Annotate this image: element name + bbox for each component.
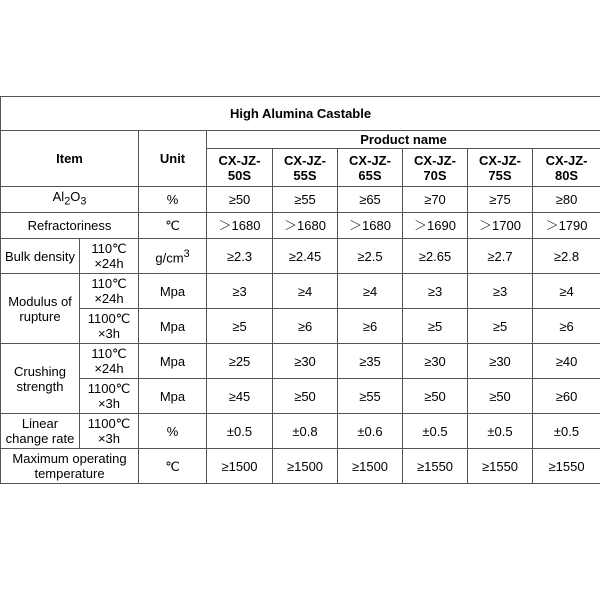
- value-cell: ＞1790: [533, 213, 600, 239]
- title-row: [1, 97, 600, 131]
- value-cell: ≥2.7: [468, 239, 533, 274]
- value-cell: ≥1500: [338, 449, 403, 484]
- param-label: Maximum operating temperature: [1, 449, 139, 484]
- product-name-header: Product name: [207, 131, 600, 149]
- condition-cell: 1100℃ ×3h: [80, 309, 139, 344]
- row-ccs-1100: [1, 379, 600, 414]
- product-code: CX-JZ- 75S: [468, 149, 533, 187]
- value-cell: ≥55: [338, 379, 403, 414]
- value-cell: ≥50: [403, 379, 468, 414]
- value-cell: ≥40: [533, 344, 600, 379]
- value-cell: ≥3: [207, 274, 273, 309]
- row-max-temp: [1, 449, 600, 484]
- value-cell: ±0.5: [533, 414, 600, 449]
- value-cell: ≥5: [403, 309, 468, 344]
- value-cell: ≥30: [273, 344, 338, 379]
- value-cell: ＞1680: [207, 213, 273, 239]
- value-cell: ≥50: [207, 187, 273, 213]
- value-cell: ≥30: [468, 344, 533, 379]
- value-cell: ＞1690: [403, 213, 468, 239]
- value-cell: ≥6: [273, 309, 338, 344]
- value-cell: ≥6: [533, 309, 600, 344]
- value-cell: ≥5: [207, 309, 273, 344]
- value-cell: ≥1500: [207, 449, 273, 484]
- value-cell: ≥45: [207, 379, 273, 414]
- unit-cell: Mpa: [139, 344, 207, 379]
- product-code: CX-JZ- 70S: [403, 149, 468, 187]
- condition-cell: 1100℃ ×3h: [80, 379, 139, 414]
- value-cell: ≥1550: [533, 449, 600, 484]
- value-cell: ≥4: [533, 274, 600, 309]
- param-label: $Al_2O_3$: [1, 187, 139, 213]
- spec-table: [0, 96, 600, 484]
- value-cell: ≥4: [273, 274, 338, 309]
- value-cell: ±0.5: [207, 414, 273, 449]
- value-cell: ≥25: [207, 344, 273, 379]
- value-cell: ≥2.65: [403, 239, 468, 274]
- unit-cell: ℃: [139, 449, 207, 484]
- value-cell: ≥70: [403, 187, 468, 213]
- condition-cell: 110℃ ×24h: [80, 344, 139, 379]
- value-cell: ±0.8: [273, 414, 338, 449]
- value-cell: ＞1700: [468, 213, 533, 239]
- row-al2o3: [1, 187, 600, 213]
- value-cell: ≥35: [338, 344, 403, 379]
- unit-cell: Mpa: [139, 309, 207, 344]
- header-row: [1, 131, 600, 149]
- row-ccs-110: [1, 344, 600, 379]
- param-label: Crushing strength: [1, 344, 80, 414]
- product-code: CX-JZ- 55S: [273, 149, 338, 187]
- param-label: Modulus of rupture: [1, 274, 80, 344]
- product-code: CX-JZ- 65S: [338, 149, 403, 187]
- value-cell: ≥75: [468, 187, 533, 213]
- unit-cell: Mpa: [139, 274, 207, 309]
- value-cell: ≥1550: [403, 449, 468, 484]
- value-cell: ±0.6: [338, 414, 403, 449]
- value-cell: ＞1680: [273, 213, 338, 239]
- unit-header: Unit: [139, 131, 207, 187]
- value-cell: ≥3: [403, 274, 468, 309]
- value-cell: ±0.5: [468, 414, 533, 449]
- value-cell: ≥2.3: [207, 239, 273, 274]
- value-cell: ≥3: [468, 274, 533, 309]
- value-cell: ≥1550: [468, 449, 533, 484]
- value-cell: ≥5: [468, 309, 533, 344]
- value-cell: ≥6: [338, 309, 403, 344]
- row-refractoriness: [1, 213, 600, 239]
- unit-cell: ℃: [139, 213, 207, 239]
- value-cell: ≥4: [338, 274, 403, 309]
- unit-cell: %: [139, 414, 207, 449]
- row-mor-1100: [1, 309, 600, 344]
- value-cell: ≥2.45: [273, 239, 338, 274]
- row-bulk-density: [1, 239, 600, 274]
- param-label: Linear change rate: [1, 414, 80, 449]
- unit-cell: %: [139, 187, 207, 213]
- value-cell: ≥60: [533, 379, 600, 414]
- value-cell: ≥50: [273, 379, 338, 414]
- value-cell: ≥55: [273, 187, 338, 213]
- value-cell: ≥2.8: [533, 239, 600, 274]
- unit-cell: $g/cm^3$: [139, 239, 207, 274]
- value-cell: ＞1680: [338, 213, 403, 239]
- condition-cell: 110℃ ×24h: [80, 239, 139, 274]
- value-cell: ≥65: [338, 187, 403, 213]
- value-cell: ≥50: [468, 379, 533, 414]
- param-label: Refractoriness: [1, 213, 139, 239]
- row-linear-change: [1, 414, 600, 449]
- table-title: High Alumina Castable: [1, 97, 600, 131]
- value-cell: ≥2.5: [338, 239, 403, 274]
- value-cell: ±0.5: [403, 414, 468, 449]
- value-cell: ≥30: [403, 344, 468, 379]
- value-cell: ≥1500: [273, 449, 338, 484]
- row-mor-110: [1, 274, 600, 309]
- condition-cell: 1100℃ ×3h: [80, 414, 139, 449]
- product-code: CX-JZ- 50S: [207, 149, 273, 187]
- unit-cell: Mpa: [139, 379, 207, 414]
- condition-cell: 110℃ ×24h: [80, 274, 139, 309]
- value-cell: ≥80: [533, 187, 600, 213]
- param-label: Bulk density: [1, 239, 80, 274]
- item-header: Item: [1, 131, 139, 187]
- product-code: CX-JZ- 80S: [533, 149, 600, 187]
